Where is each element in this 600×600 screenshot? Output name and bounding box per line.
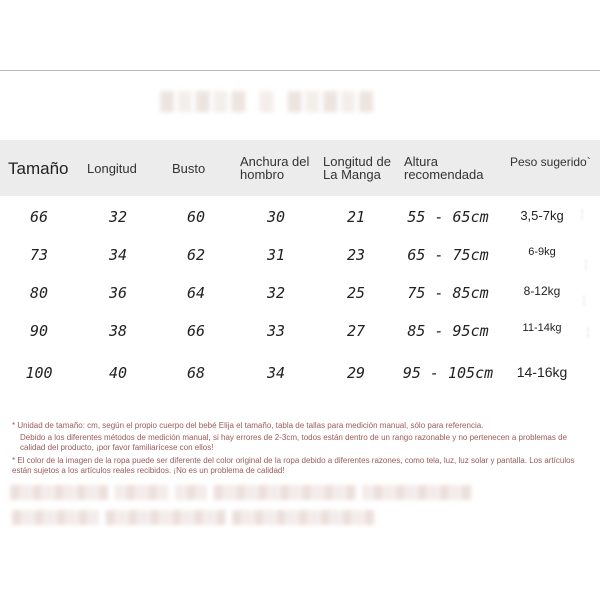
cell-bust: 64 bbox=[186, 284, 206, 302]
header-size: Tamaño bbox=[8, 158, 69, 178]
note-color-difference: * El color de la imagen de la ropa puede ser diferente del color original de la ropa debido a diferentes razones, como tela, luz, luz solar y pantalla. Los artículos están sujetos a los artículos reales recibidos. ¡No es un problema de calidad! bbox=[12, 456, 575, 475]
cell-length: 32 bbox=[108, 208, 128, 226]
header-sleeve-length: Longitud de La Manga bbox=[323, 154, 391, 182]
ghost-mark: ╎ bbox=[581, 296, 588, 307]
faded-text-line: ▓▒▓▒▓▒▓▒▓ ▒▓▒▓▒ ▒▓▒ ▓▒▓▒▓▒▓▒▓▒▓▒▓ ▒▓▒▓▒▓▒▓▒▓ bbox=[10, 486, 473, 501]
cell-suggested-weight: 14-16kg bbox=[516, 364, 568, 380]
cell-sleeve-length: 25 bbox=[346, 284, 366, 302]
header-bust: Busto bbox=[172, 160, 206, 176]
faded-text-line: ▓▒▓▒▓▒▓▒ ▓▒▓▒▓▒▓▒▓▒▓ ▓▒▓▒▓▒▓▒▓▒▓▒▓ bbox=[12, 511, 375, 526]
note-size-unit: * Unidad de tamaño: cm, según el propio cuerpo del bebé Elija el tamaño, tabla de tallas para medición manual, sólo para referencia. bbox=[12, 421, 484, 430]
cell-suggested-weight: 6-9kg bbox=[528, 246, 556, 258]
cell-size: 80 bbox=[29, 284, 49, 302]
cell-length: 38 bbox=[108, 322, 128, 340]
cell-recommended-height: 95 - 105cm bbox=[402, 364, 494, 382]
cell-shoulder-width: 33 bbox=[266, 322, 286, 340]
cell-recommended-height: 65 - 75cm bbox=[407, 246, 489, 264]
cell-bust: 68 bbox=[186, 364, 206, 382]
cell-size: 100 bbox=[25, 364, 53, 382]
cell-bust: 66 bbox=[186, 322, 206, 340]
header-suggested-weight: Peso sugerido` bbox=[510, 155, 591, 169]
header-shoulder-width: Anchura del hombro bbox=[240, 154, 310, 182]
cell-bust: 60 bbox=[186, 208, 206, 226]
header-recommended-height: Altura recomendada bbox=[404, 154, 484, 182]
cell-length: 34 bbox=[108, 246, 128, 264]
cell-shoulder-width: 30 bbox=[266, 208, 286, 226]
cell-suggested-weight: 8-12kg bbox=[523, 284, 561, 298]
cell-sleeve-length: 27 bbox=[346, 322, 366, 340]
header-length: Longitud bbox=[87, 160, 137, 176]
cell-sleeve-length: 23 bbox=[346, 246, 366, 264]
cell-length: 36 bbox=[108, 284, 128, 302]
cell-bust: 62 bbox=[186, 246, 206, 264]
top-divider bbox=[0, 70, 600, 71]
cell-suggested-weight: 3,5-7kg bbox=[520, 208, 564, 223]
note-measurement-error: Debido a los diferentes métodos de medición manual, si hay errores de 2-3cm, todos están dentro de un rango razonable y no pertenecen a problemas de calidad del producto, ¡por favor familiarícese con ellos! bbox=[20, 433, 567, 452]
faded-watermark-title: ▓▒▓▒▓ ▒ ▓▒▓▒▓ bbox=[160, 92, 377, 113]
cell-shoulder-width: 31 bbox=[266, 246, 286, 264]
ghost-mark: ╎ bbox=[585, 328, 592, 339]
ghost-mark: ╎ bbox=[583, 260, 590, 271]
cell-size: 73 bbox=[29, 246, 49, 264]
cell-recommended-height: 75 - 85cm bbox=[407, 284, 489, 302]
cell-shoulder-width: 32 bbox=[266, 284, 286, 302]
cell-sleeve-length: 29 bbox=[346, 364, 366, 382]
cell-size: 90 bbox=[29, 322, 49, 340]
cell-suggested-weight: 11-14kg bbox=[522, 322, 562, 334]
ghost-mark: ╎ bbox=[579, 210, 586, 221]
cell-length: 40 bbox=[108, 364, 128, 382]
cell-sleeve-length: 21 bbox=[346, 208, 366, 226]
cell-recommended-height: 55 - 65cm bbox=[407, 208, 489, 226]
cell-size: 66 bbox=[29, 208, 49, 226]
cell-shoulder-width: 34 bbox=[266, 364, 286, 382]
cell-recommended-height: 85 - 95cm bbox=[407, 322, 489, 340]
